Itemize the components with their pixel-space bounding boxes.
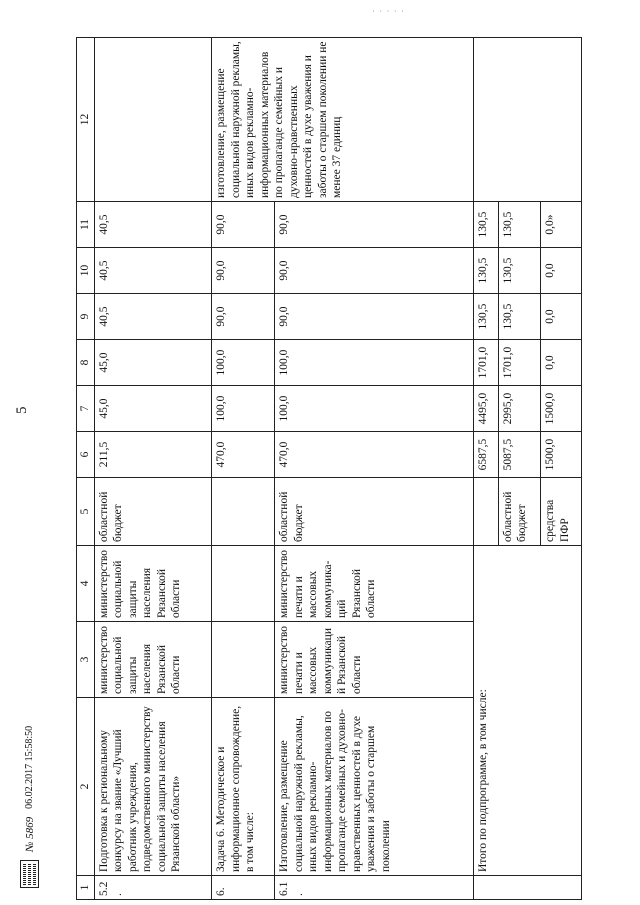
value-year: 90,0 bbox=[212, 248, 275, 294]
value-year: 40,5 bbox=[94, 248, 212, 294]
header-cell: 1 bbox=[77, 876, 95, 900]
total-value: 130,5 bbox=[498, 294, 541, 340]
funding-source: областной бюджет bbox=[94, 478, 212, 546]
total-value: 6587,5 bbox=[474, 432, 498, 478]
total-source: областной бюджет bbox=[498, 478, 541, 546]
header-cell: 5 bbox=[77, 478, 95, 546]
table-row bbox=[212, 38, 275, 900]
total-value: 0,0» bbox=[541, 202, 582, 248]
barcode-stamp-icon bbox=[20, 860, 39, 888]
total-value: 4495,0 bbox=[474, 386, 498, 432]
value-year: 100,0 bbox=[275, 386, 474, 432]
top-mark: · · · · · bbox=[372, 6, 405, 16]
value-year: 100,0 bbox=[212, 340, 275, 386]
value-year: 90,0 bbox=[275, 248, 474, 294]
value-year: 90,0 bbox=[212, 294, 275, 340]
expected-result: изготовление, размещение социальной наружной рекламы, иных видов рекламно-информационных материалов по пропаганде семейных и духовно-нравственных ценностей в духе уважения и заботы о старшем поколении не менее 37 единиц bbox=[212, 38, 474, 202]
header-cell: 11 bbox=[77, 202, 95, 248]
value-year: 100,0 bbox=[212, 386, 275, 432]
header-cell: 7 bbox=[77, 386, 95, 432]
total-value: 1500,0 bbox=[541, 432, 582, 478]
value-total: 470,0 bbox=[212, 432, 275, 478]
responsible-executor: министерство печати и массовых коммуникаций Рязанской области bbox=[275, 622, 474, 698]
budget-holder: министерство печати и массовых коммуника-ций Рязанской области bbox=[275, 546, 474, 622]
total-value: 0,0 bbox=[541, 248, 582, 294]
expected-result bbox=[94, 38, 212, 202]
total-value: 130,5 bbox=[474, 202, 498, 248]
total-value: 1701,0 bbox=[474, 340, 498, 386]
total-value: 5087,5 bbox=[498, 432, 541, 478]
header-cell: 6 bbox=[77, 432, 95, 478]
measure-name: Изготовление, размещение социальной наружной рекламы, иных видов рекламно-информационных материалов по пропаганде семейных и духовно-нравственных ценностей в духе уважения и заботы о старшем поколении bbox=[275, 698, 474, 876]
value-year: 40,5 bbox=[94, 294, 212, 340]
total-empty bbox=[474, 876, 582, 900]
value-year: 90,0 bbox=[275, 202, 474, 248]
header-cell: 3 bbox=[77, 622, 95, 698]
measure-name: Задача 6. Методическое и информационное сопровождение, в том числе: bbox=[212, 698, 275, 876]
total-value: 130,5 bbox=[474, 294, 498, 340]
column-number-row bbox=[77, 38, 95, 900]
page-number: 5 bbox=[14, 406, 30, 414]
header-cell: 8 bbox=[77, 340, 95, 386]
document-number: № 5869 bbox=[23, 816, 36, 852]
budget-holder bbox=[212, 546, 275, 622]
row-number: 6. bbox=[212, 876, 275, 900]
total-row bbox=[474, 38, 498, 900]
value-year: 40,5 bbox=[94, 202, 212, 248]
value-year: 100,0 bbox=[275, 340, 474, 386]
value-year: 90,0 bbox=[212, 202, 275, 248]
row-number: 5.2. bbox=[94, 876, 212, 900]
responsible-executor bbox=[212, 622, 275, 698]
total-value: 130,5 bbox=[474, 248, 498, 294]
header-cell: 12 bbox=[77, 38, 95, 202]
value-total: 470,0 bbox=[275, 432, 474, 478]
program-table bbox=[76, 37, 582, 900]
total-value: 0,0 bbox=[541, 340, 582, 386]
document-datetime: 06.02.2017 15:58:50 bbox=[24, 725, 35, 809]
value-total: 211,5 bbox=[94, 432, 212, 478]
total-value: 1500,0 bbox=[541, 386, 582, 432]
header-cell: 4 bbox=[77, 546, 95, 622]
total-result-empty bbox=[474, 38, 582, 202]
funding-source: областной бюджет bbox=[275, 478, 474, 546]
total-label: Итого по подпрограмме, в том числе: bbox=[474, 546, 582, 876]
table-row bbox=[94, 38, 212, 900]
responsible-executor: министерство социальной защиты населения Рязанской области bbox=[94, 622, 212, 698]
value-year: 45,0 bbox=[94, 386, 212, 432]
registration-footer bbox=[20, 726, 39, 888]
total-source: средства ПФР bbox=[541, 478, 582, 546]
program-table-rotated bbox=[76, 38, 582, 900]
total-value: 1701,0 bbox=[498, 340, 541, 386]
funding-source bbox=[212, 478, 275, 546]
header-cell: 9 bbox=[77, 294, 95, 340]
row-number: 6.1. bbox=[275, 876, 474, 900]
total-value: 130,5 bbox=[498, 202, 541, 248]
total-source bbox=[474, 478, 498, 546]
budget-holder: министерство социальной защиты населения Рязанской области bbox=[94, 546, 212, 622]
measure-name: Подготовка к региональному конкурсу на звание «Лучший работник учреждения, подведомственного министерству социальной защиты населения Рязанской области» bbox=[94, 698, 212, 876]
value-year: 90,0 bbox=[275, 294, 474, 340]
total-value: 0,0 bbox=[541, 294, 582, 340]
total-value: 2995,0 bbox=[498, 386, 541, 432]
value-year: 45,0 bbox=[94, 340, 212, 386]
header-cell: 10 bbox=[77, 248, 95, 294]
header-cell: 2 bbox=[77, 698, 95, 876]
total-value: 130,5 bbox=[498, 248, 541, 294]
